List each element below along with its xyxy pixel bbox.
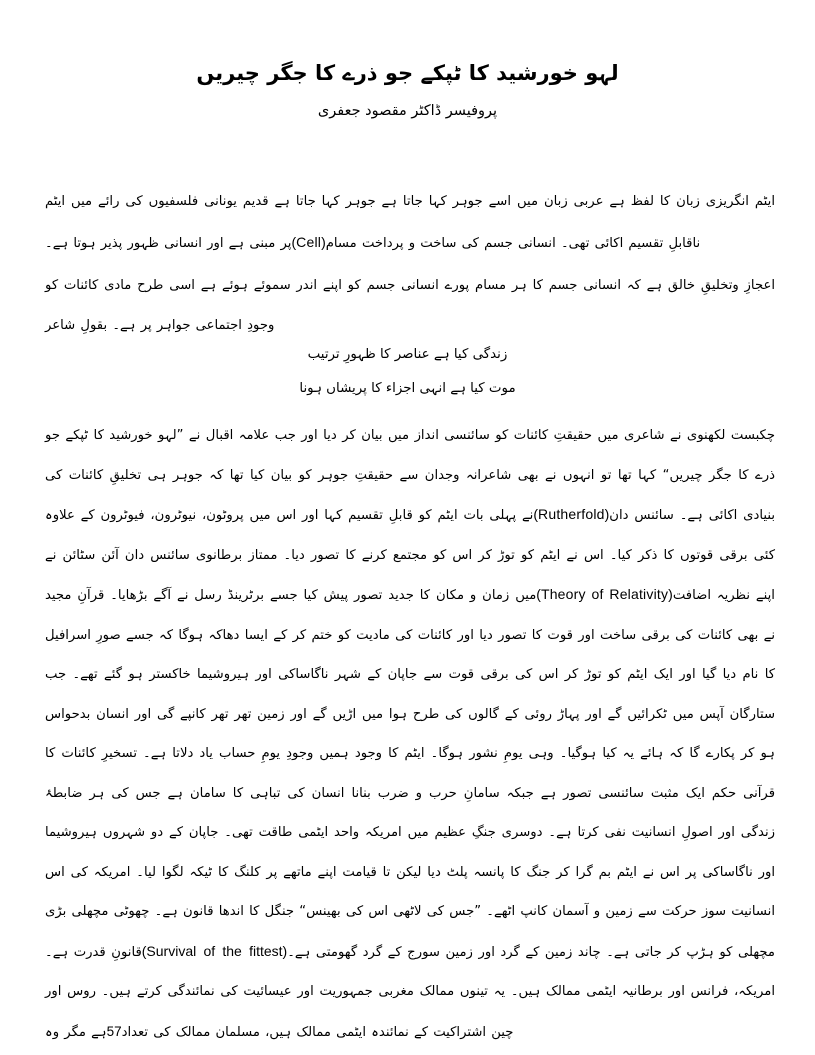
title-block <box>0 58 815 122</box>
author-byline: پروفیسر ڈاکٹر مقصود جعفری <box>317 103 498 119</box>
couplet-line-2: موت کیا ہے انہی اجزاء کا پریشاں ہونا <box>299 381 516 396</box>
poetry-couplet <box>0 338 815 406</box>
paragraph-intro-1-text: ایٹم انگریزی زبان کا لفظ ہے عربی زبان میں اسے جوہر کہا جاتا ہے جوہر کہا جاتا ہے قدیم یونانی فلسفیوں کی رائے میں ایٹم ناقابلِ تقسیم اکائی تھی۔ انسانی جسم کی ساخت و پرداخت مسام <box>45 194 775 251</box>
muslim-countries-count: 57 <box>106 1023 122 1039</box>
term-survival-of-the-fittest: (Survival of the fittest) <box>141 942 288 959</box>
term-rutherfold: (Rutherfold) <box>533 506 610 522</box>
main-text-part-2: نے پہلی بات ایٹم کو قابلِ تقسیم کہا اور اس میں پروٹون، نیوٹرون، فیوٹرون کے علاوہ کئی برقی قوتوں کا ذکر کیا۔ اس نے ایٹم کو توڑ کر اس کو مجتمع کرنے کا تصور دیا۔ ممتاز برطانوی سائنس دان آئن سٹائن نے اپنے نظریہ اضافت <box>45 508 775 603</box>
main-text-part-4: قانونِ قدرت ہے۔ امریکہ، فرانس اور برطانیہ ایٹمی ممالک ہیں۔ یہ تینوں ممالک مغربی جمہوریت اور عیسائیت کی نمائندگی کرتے ہیں۔ روس اور چین اشتراکیت کے نمائندہ ایٹمی ممالک ہیں، مسلمان ممالک کی تعداد <box>45 944 775 1040</box>
main-text-part-5: ہے مگر وہ <box>45 1024 107 1040</box>
main-article-body <box>45 416 775 1052</box>
main-text-part-3: میں زمان و مکان کا جدید تصور پیش کیا جسے برٹرینڈ رسل نے آگے بڑھایا۔ قرآنِ مجید نے بھی کائنات کی برقی ساخت اور قوت کا تصور دیا اور کائنات کی مادیت کو ختم کر کے ایسا دھاکہ ہوگا کہ جسے صورِ اسرافیل کا نام دیا گیا اور ایک ایٹم کو توڑ کر اس کی برقی قوت سے جاپان کے شہر ناگاساکی اور ہیروشیما خاکستر ہو گئے تھے۔ جب ستارگان آپس میں ٹکرائیں گے اور پہاڑ روئی کے گالوں کی طرح ہوا میں اڑیں گے اور زمین تھر تھر کانپے گی اور انسان بدحواس ہو کر پکارے گا کہ ہائے یہ کیا ہوگیا۔ وہی یومِ نشور ہوگا۔ ایٹم کا وجود ہمیں وجودِ یومِ حساب یاد دلاتا ہے۔ تسخیرِ کائنات کا قرآنی حکم ایک مثبت سائنسی تصور ہے جبکہ سامانِ حرب و ضرب بنانا انسان کی تباہی کا سامان ہے جس کی ہر ضابطۂ زندگی اور اصولِ انسانیت نفی کرتا ہے۔ دوسری جنگِ عظیم میں امریکہ واحد ایٹمی طاقت تھی۔ جاپان کے دو شہروں ہیروشیما اور ناگاساکی پر اس نے ایٹم بم گرا کر جنگ کا پانسہ پلٹ دیا لیکن تا قیامت اپنے ماتھے پر کلنگ کا ٹیکہ لگوا لیا۔ امریکہ کی اس انسانیت سوز حرکت سے زمین و آسمان کانپ اٹھے۔ ”جس کی لاٹھی اس کی بھینس“ جنگل کا اندھا قانون ہے۔ چھوٹی مچھلی بڑی مچھلی کو ہڑپ کر جاتی ہے۔ چاند زمین کے گرد اور زمین سورج کے گرد گھومتی ہے۔ <box>45 588 775 960</box>
paragraph-intro-1 <box>45 182 775 264</box>
term-theory-of-relativity: (Theory of Relativity) <box>536 586 673 602</box>
term-cell: (Cell) <box>291 234 326 250</box>
page-title: لہو خورشید کا ٹپکے جو ذرے کا جگر چیریں <box>196 61 619 85</box>
main-text-part-1: چکبست لکھنوی نے شاعری میں حقیقتِ کائنات کو سائنسی انداز میں بیان کر دیا اور جب علامہ اقبال نے ”لہو خورشید کا ٹپکے جو ذرے کا جگر چیریں“ کہا تھا تو انہوں نے بھی شاعرانہ وجدان سے حقیقتِ جوہر کو بیان کیا تھا کہ جوہر ہی تخلیقِ کائنات کی بنیادی اکائی ہے۔ سائنس دان <box>45 428 775 523</box>
paragraph-intro-2: اعجازِ وتخلیقِ خالق ہے کہ انسانی جسم کا ہر مسام پورے انسانی جسم کو اپنے اندر سموئے ہوئے ہے اسی طرح مادی کائنات کو وجودِ اجتماعی جواہر پر ہے۔ بقولِ شاعر <box>45 278 775 333</box>
paragraph-main <box>45 416 775 1052</box>
paragraph-intro-1-tail: پر مبنی ہے اور انسانی ظہور پذیر ہوتا ہے۔ <box>45 236 292 251</box>
intro-paragraphs <box>45 182 775 346</box>
couplet-line-1: زندگی کیا ہے عناصر کا ظہورِ ترتیب <box>307 347 508 362</box>
